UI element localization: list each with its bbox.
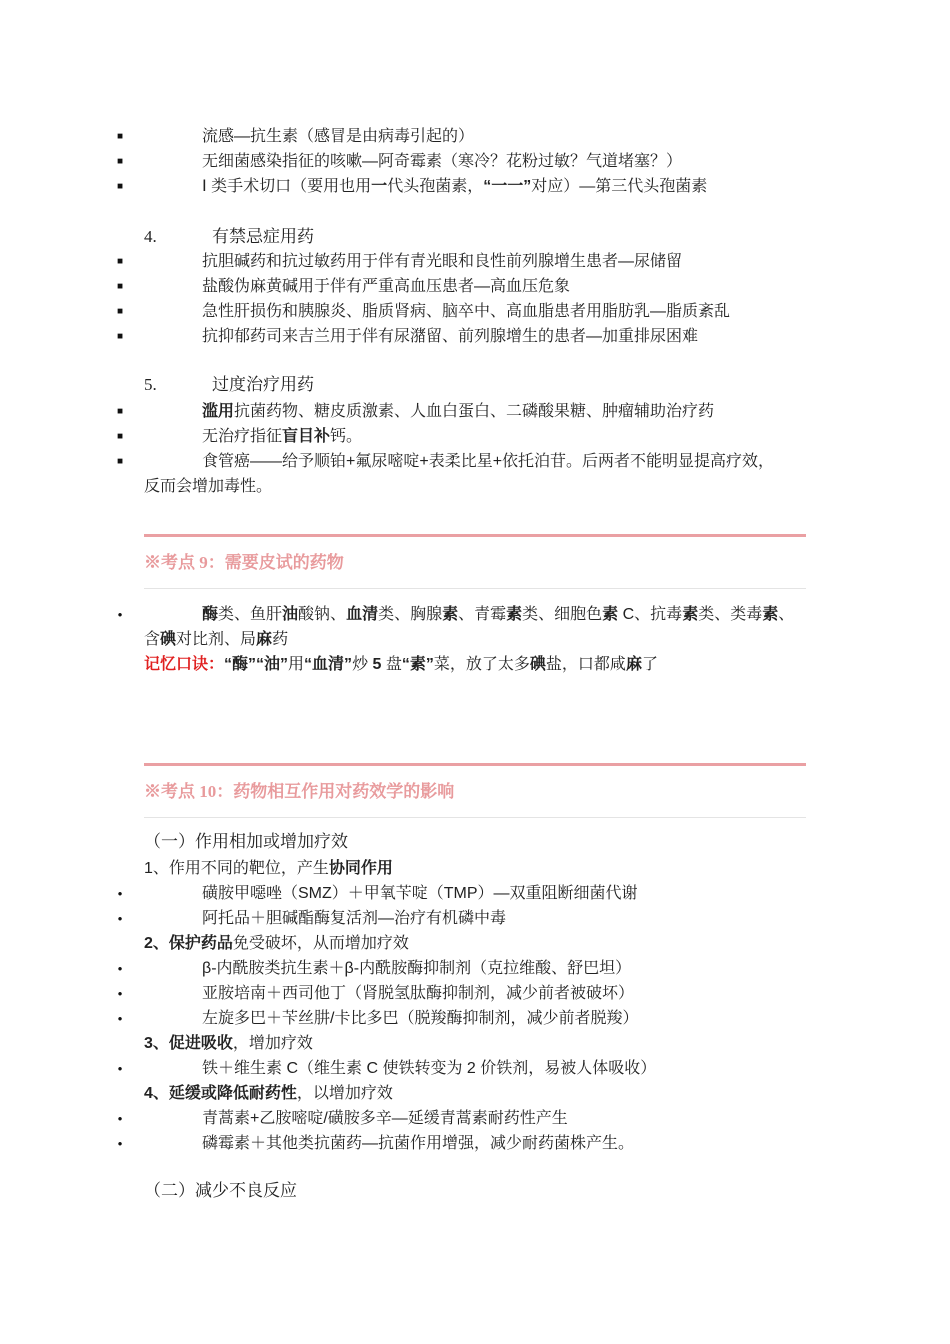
- list-item: [0, 1131, 950, 1156]
- text-run: 类、类毒: [698, 606, 763, 623]
- mnemonic-text: [144, 652, 658, 677]
- round-bullet-icon: •: [117, 1136, 123, 1151]
- text-run: 、: [778, 606, 795, 623]
- list-item-continuation: [0, 474, 950, 499]
- list-item: [0, 881, 950, 906]
- list-item: [0, 124, 950, 149]
- text-run: C、抗毒: [618, 606, 683, 623]
- list-item: [0, 1056, 950, 1081]
- list-item-text: 抗胆碱药和抗过敏药用于伴有青光眼和良性前列腺增生患者—尿储留: [202, 253, 683, 270]
- section-heading: [144, 224, 314, 250]
- section-divider: [144, 763, 806, 766]
- list-item: [0, 906, 950, 931]
- square-bullet-icon: ■: [116, 131, 124, 142]
- text-run: 对比剂、局: [176, 631, 257, 648]
- list-item: [0, 324, 950, 349]
- text-run: 素: [602, 606, 619, 623]
- title-underline: [144, 588, 806, 589]
- list-item: [0, 299, 950, 324]
- text-run: 了: [641, 656, 658, 673]
- text-run: 碘: [529, 656, 546, 673]
- list-item-text: 急性肝损伤和胰腺炎、脂质肾病、脑卒中、高血脂患者用脂肪乳—脂质紊乱: [202, 303, 731, 320]
- text-run: 类、胸腺: [378, 606, 443, 623]
- square-bullet-icon: ■: [116, 256, 124, 267]
- text-run: “血清”: [304, 656, 353, 673]
- list-item: [0, 249, 950, 274]
- square-bullet-icon: ■: [116, 306, 124, 317]
- text-run: 菜，放了太多: [433, 656, 530, 673]
- mnemonic: [0, 652, 950, 677]
- round-bullet-icon: •: [117, 911, 123, 926]
- subheading: 3、促进吸收，增加疗效: [144, 1035, 313, 1052]
- list-item-text: 反而会增加毒性。: [144, 478, 273, 495]
- text-run: 5: [372, 656, 382, 673]
- text-run: 素: [506, 606, 523, 623]
- subheading: 4、延缓或降低耐药性，以增加疗效: [144, 1085, 393, 1102]
- key-point-title: ※考点 10：药物相互作用对药效学的影响: [144, 782, 455, 801]
- list-item-text: 无治疗指征盲目补钙。: [202, 428, 363, 445]
- round-bullet-icon: •: [117, 1061, 123, 1076]
- list-item: [0, 174, 950, 199]
- square-bullet-icon: ■: [116, 181, 124, 192]
- text-run: 盐，口都咸: [545, 656, 626, 673]
- section-heading: [144, 372, 314, 398]
- list-item-text: [202, 602, 794, 627]
- square-bullet-icon: ■: [116, 406, 124, 417]
- list-item: [0, 1106, 950, 1131]
- part-heading: （二）减少不良反应: [144, 1181, 297, 1200]
- list-item-text: 亚胺培南＋西司他丁（肾脱氢肽酶抑制剂，减少前者被破坏）: [202, 985, 635, 1002]
- text-run: 、青霉: [458, 606, 507, 623]
- section-number: 5.: [144, 375, 157, 394]
- text-run: 酸钠、: [298, 606, 347, 623]
- round-bullet-icon: •: [117, 886, 123, 901]
- list-item: [0, 602, 950, 627]
- list-item-text: 左旋多巴＋苄丝肼/卡比多巴（脱羧酶抑制剂，减少前者脱羧）: [202, 1010, 639, 1027]
- round-bullet-icon: •: [117, 986, 123, 1001]
- list-item-continuation: [0, 627, 950, 652]
- list-item: [0, 981, 950, 1006]
- subheading: 1、作用不同的靶位，产生协同作用: [144, 860, 393, 877]
- text-run: 盘: [381, 656, 402, 673]
- title-underline: [144, 817, 806, 818]
- list-item: [0, 424, 950, 449]
- section-number: 4.: [144, 227, 157, 246]
- list-item-text: [144, 627, 288, 652]
- list-item: [0, 1006, 950, 1031]
- list-item-text: 盐酸伪麻黄碱用于伴有严重高血压患者—高血压危象: [202, 278, 571, 295]
- text-run: 类、细胞色: [522, 606, 603, 623]
- list-item-text: 铁＋维生素 C（维生素 C 使铁转变为 2 价铁剂，易被人体吸收）: [202, 1060, 657, 1077]
- key-point-title: ※考点 9：需要皮试的药物: [144, 553, 344, 572]
- round-bullet-icon: •: [117, 607, 123, 622]
- text-run: 含: [144, 631, 161, 648]
- list-item: [0, 274, 950, 299]
- list-item-text: 食管癌——给予顺铂+氟尿嘧啶+表柔比星+依托泊苷。后两者不能明显提高疗效，: [202, 453, 775, 470]
- subheading: 2、保护药品免受破坏，从而增加疗效: [144, 935, 409, 952]
- list-item: [0, 149, 950, 174]
- mnemonic-label: 记忆口诀：: [144, 656, 225, 673]
- text-run: 油: [282, 606, 299, 623]
- list-item-text: 滥用抗菌药物、糖皮质激素、人血白蛋白、二磷酸果糖、肿瘤辅助治疗药: [202, 403, 715, 420]
- list-item-text: 流感—抗生素（感冒是由病毒引起的）: [202, 128, 475, 145]
- text-run: 药: [272, 631, 289, 648]
- square-bullet-icon: ■: [116, 281, 124, 292]
- text-run: 炒: [352, 656, 373, 673]
- text-run: 素: [762, 606, 779, 623]
- round-bullet-icon: •: [117, 1011, 123, 1026]
- text-run: 酶: [202, 606, 219, 623]
- section-divider: [144, 534, 806, 537]
- text-run: 素: [682, 606, 699, 623]
- list-item-text: 阿托品＋胆碱酯酶复活剂—治疗有机磷中毒: [202, 910, 507, 927]
- round-bullet-icon: •: [117, 961, 123, 976]
- list-item: [0, 399, 950, 424]
- square-bullet-icon: ■: [116, 431, 124, 442]
- list-item-text: 无细菌感染指征的咳嗽—阿奇霉素（寒冷？花粉过敏？气道堵塞？）: [202, 153, 683, 170]
- part-heading: （一）作用相加或增加疗效: [144, 832, 348, 851]
- text-run: 麻: [625, 656, 642, 673]
- square-bullet-icon: ■: [116, 456, 124, 467]
- text-run: “素”: [401, 656, 434, 673]
- list-item-text: 磷霉素＋其他类抗菌药—抗菌作用增强，减少耐药菌株产生。: [202, 1135, 635, 1152]
- text-run: 麻: [256, 631, 273, 648]
- list-item: [0, 956, 950, 981]
- list-item-text: 青蒿素+乙胺嘧啶/磺胺多辛—延缓青蒿素耐药性产生: [202, 1110, 568, 1127]
- text-run: “酶”“油”: [224, 656, 289, 673]
- list-item-text: Ⅰ 类手术切口（要用也用一代头孢菌素，“一一”对应）—第三代头孢菌素: [202, 178, 708, 195]
- text-run: 类、鱼肝: [218, 606, 283, 623]
- square-bullet-icon: ■: [116, 331, 124, 342]
- section-title: 有禁忌症用药: [212, 227, 314, 246]
- round-bullet-icon: •: [117, 1111, 123, 1126]
- list-item: [0, 449, 950, 474]
- list-item-text: 磺胺甲噁唑（SMZ）＋甲氧苄啶（TMP）—双重阻断细菌代谢: [202, 885, 638, 902]
- square-bullet-icon: ■: [116, 156, 124, 167]
- text-run: 素: [442, 606, 459, 623]
- text-run: 碘: [160, 631, 177, 648]
- section-title: 过度治疗用药: [212, 375, 314, 394]
- text-run: 血清: [346, 606, 379, 623]
- text-run: 用: [288, 656, 305, 673]
- list-item-text: 抗抑郁药司来吉兰用于伴有尿潴留、前列腺增生的患者—加重排尿困难: [202, 328, 699, 345]
- list-item-text: β-内酰胺类抗生素＋β-内酰胺酶抑制剂（克拉维酸、舒巴坦）: [202, 960, 632, 977]
